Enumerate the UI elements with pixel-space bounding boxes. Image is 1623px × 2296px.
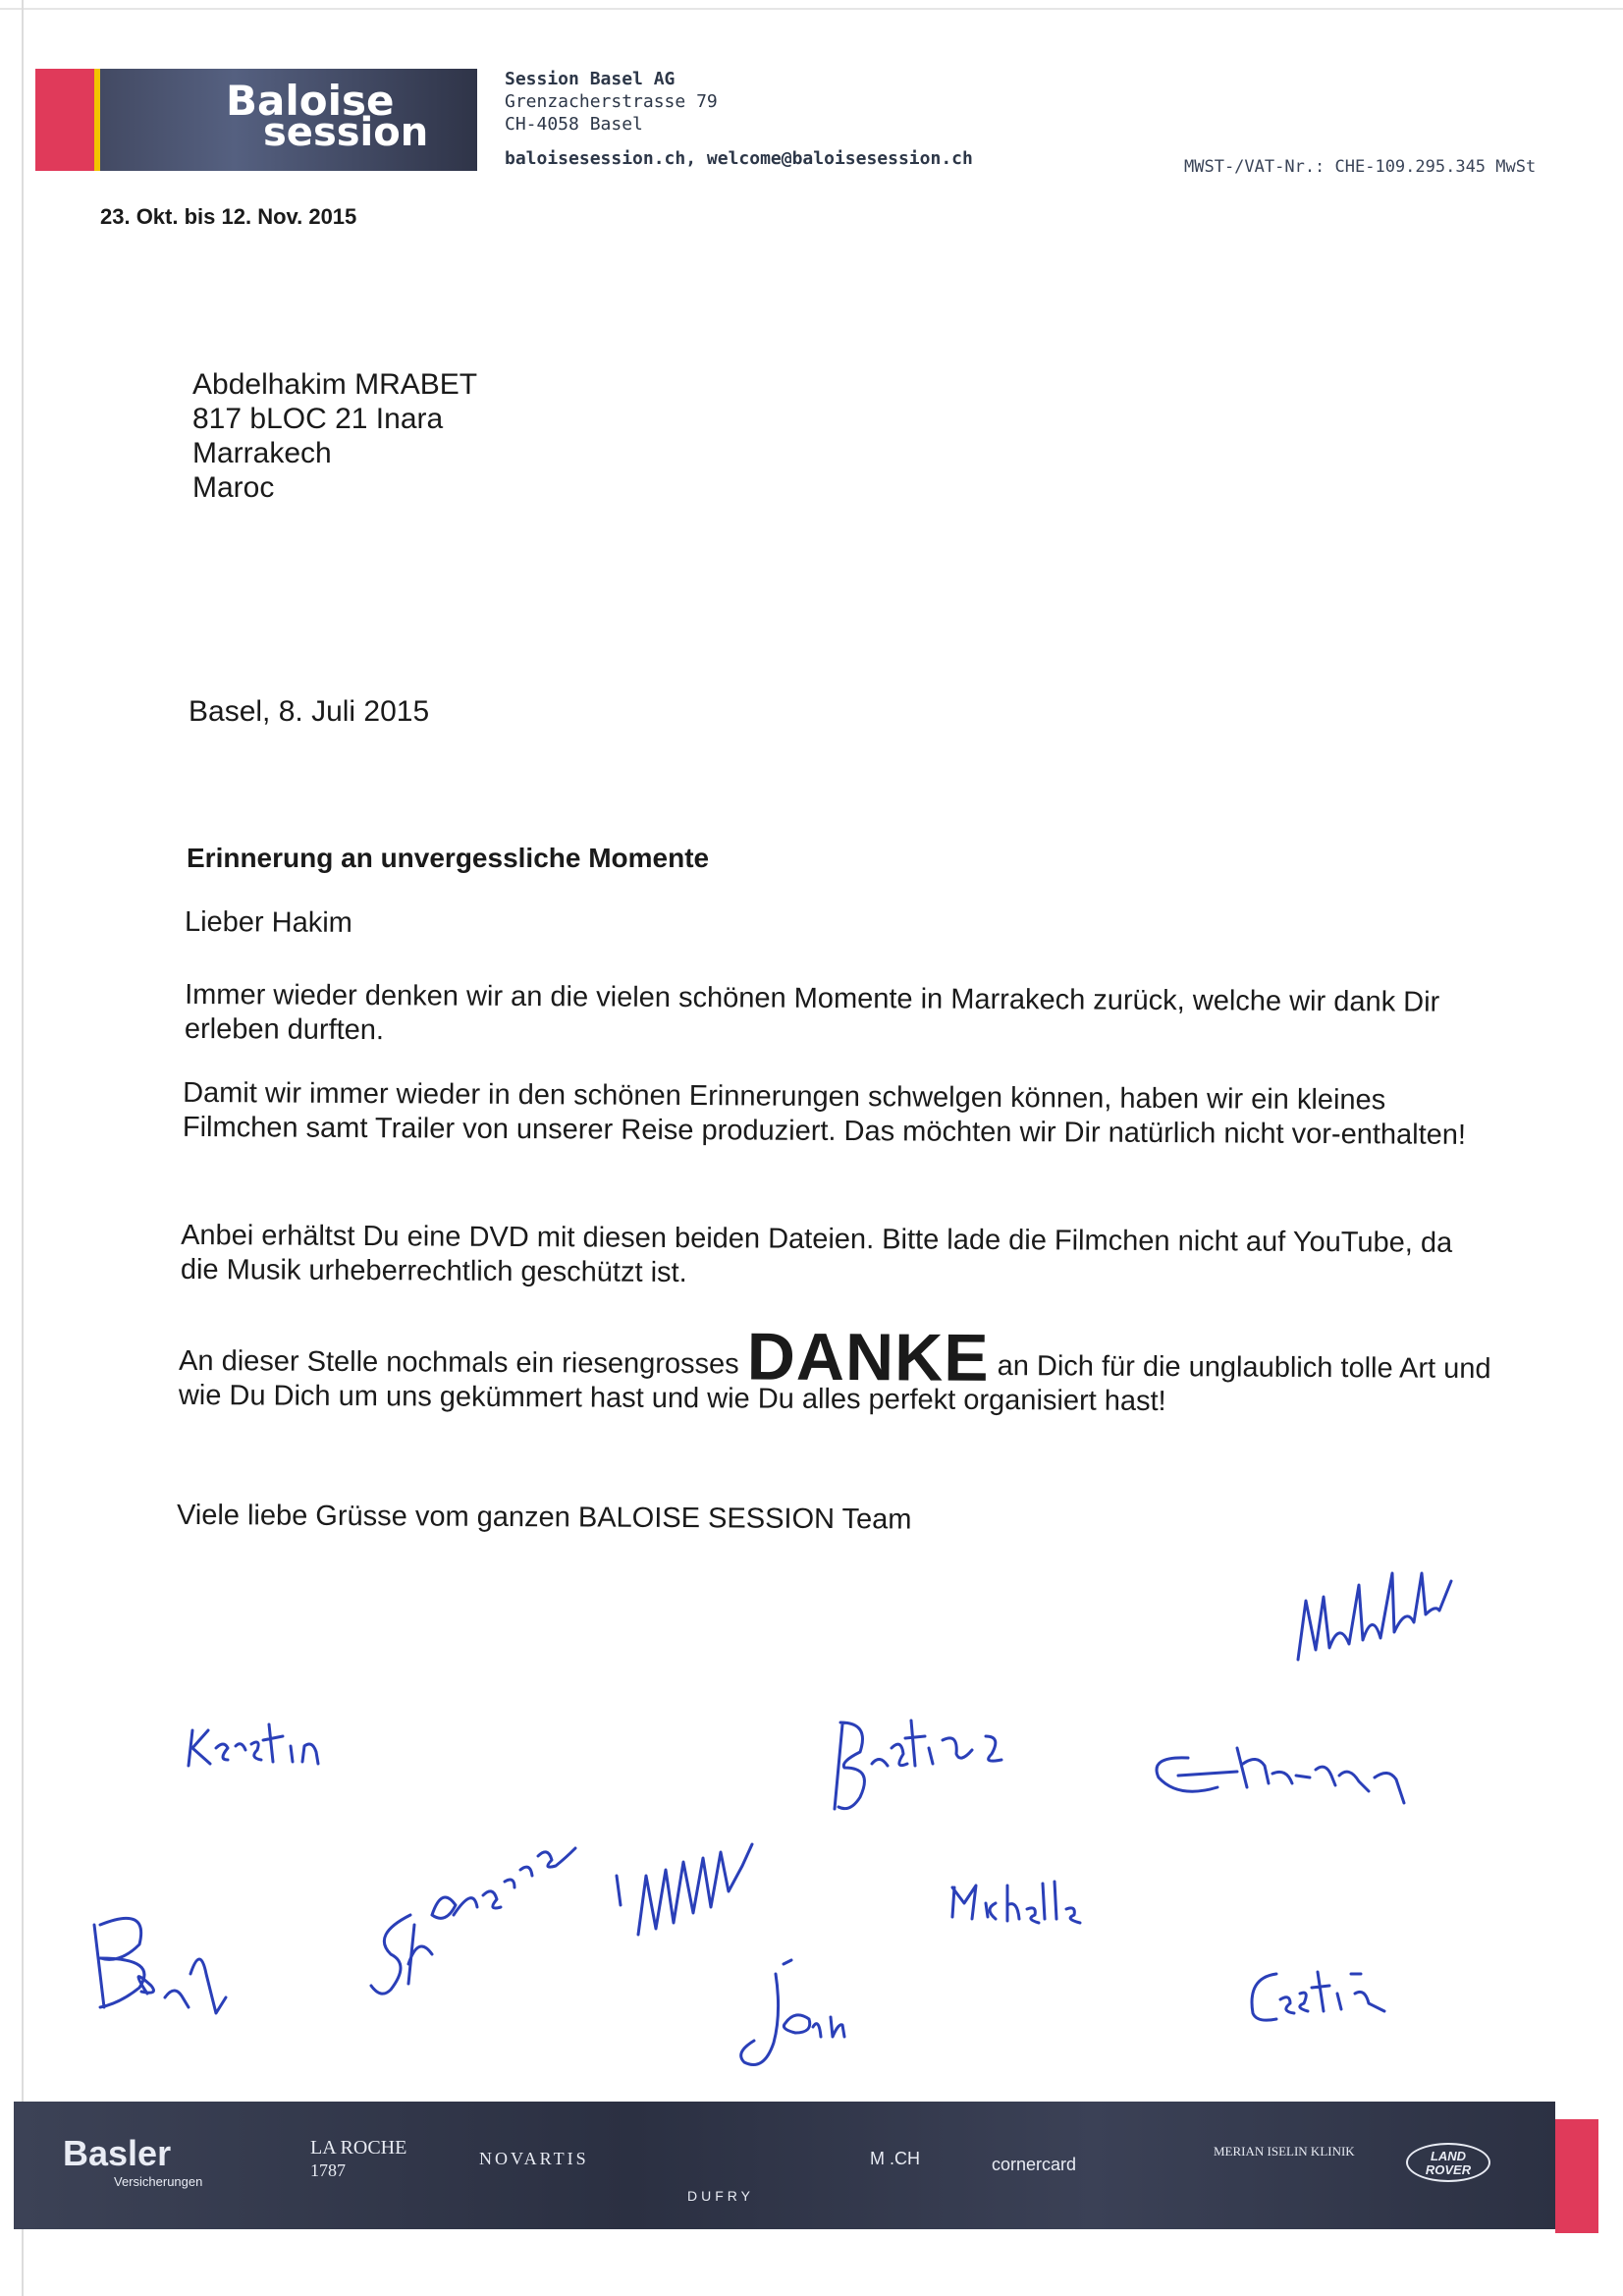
signature-matthias [1298, 1573, 1451, 1660]
sponsor-basler: Basler [63, 2133, 172, 2173]
logo-text-baloise: Baloise [226, 77, 395, 125]
festival-dates: 23. Okt. bis 12. Nov. 2015 [100, 204, 357, 229]
company-street: Grenzacherstrasse 79 [505, 91, 718, 112]
signature-catherine [1157, 1748, 1404, 1803]
recipient-name: Abdelhakim MRABET [192, 368, 478, 401]
sponsor-band-red [1555, 2119, 1598, 2233]
recipient-country: Maroc [192, 471, 275, 504]
sponsor-band [14, 2102, 1555, 2229]
signature-joern [741, 1960, 844, 2065]
signature-cesti [1252, 1972, 1384, 2020]
recipient-street: 817 bLOC 21 Inara [192, 403, 444, 435]
signature-beat [94, 1918, 226, 2013]
sponsor-novartis: NOVARTIS [479, 2149, 589, 2168]
sponsor-cornercard: cornercard [992, 2155, 1077, 2174]
signature-kerstin [189, 1724, 318, 1766]
recipient-city: Marrakech [192, 437, 332, 469]
thanks-before: An dieser Stelle nochmals ein riesengrosses [179, 1344, 747, 1381]
sponsor-laroche: LA ROCHE [310, 2137, 407, 2159]
logo-text-session: session [263, 110, 429, 155]
company-name: Session Basel AG [505, 69, 676, 89]
paragraph-3: Anbei erhältst Du eine DVD mit diesen beiden Dateien. Bitte lade die Filmchen nicht auf YouTube, da die Musik urheberrechtlich geschützt ist. [180, 1219, 1453, 1289]
paragraph-2: Damit wir immer wieder in den schönen Erinnerungen schwelgen können, haben wir ein kleines Filmchen samt Trailer von unserer Reise produziert. Das möchten wir Dir natürlich nicht vor-enthalten! [182, 1076, 1467, 1151]
signature-michelle [952, 1882, 1080, 1923]
signature-stephanie [371, 1848, 575, 1994]
danke-word: DANKE [746, 1319, 990, 1395]
sponsor-dufry: DUFRY [687, 2188, 754, 2204]
closing: Viele liebe Grüsse vom ganzen BALOISE SESSION Team [176, 1499, 912, 1536]
company-city: CH-4058 Basel [505, 114, 643, 135]
sponsor-landrover: LAND ROVER [1406, 2143, 1490, 2182]
sponsor-basler-sub: Versicherungen [114, 2174, 203, 2189]
place-date: Basel, 8. Juli 2015 [189, 695, 430, 728]
paragraph-1: Immer wieder denken wir an die vielen schönen Momente in Marrakech zurück, welche wir dank Dir erleben durften. [184, 978, 1440, 1047]
signature-monika [617, 1844, 752, 1935]
sponsor-merian-iselin: MERIAN ISELIN KLINIK [1214, 2144, 1355, 2159]
salutation: Lieber Hakim [184, 905, 352, 939]
thanks-after: an Dich für die unglaublich tolle Art und wie Du Dich um uns gekümmert hast und wie Du alles perfekt organisiert hast! [178, 1349, 1491, 1418]
letter-subject: Erinnerung an unvergessliche Momente [187, 843, 710, 873]
sponsor-mch: M .CH [870, 2149, 920, 2168]
signature-beatrice [835, 1721, 1001, 1809]
sponsor-laroche-year: 1787 [310, 2160, 346, 2180]
vat-number: MWST-/VAT-Nr.: CHE-109.295.345 MwSt [1184, 157, 1537, 177]
company-web-email: baloisesession.ch, welcome@baloisesession.ch [505, 148, 973, 169]
